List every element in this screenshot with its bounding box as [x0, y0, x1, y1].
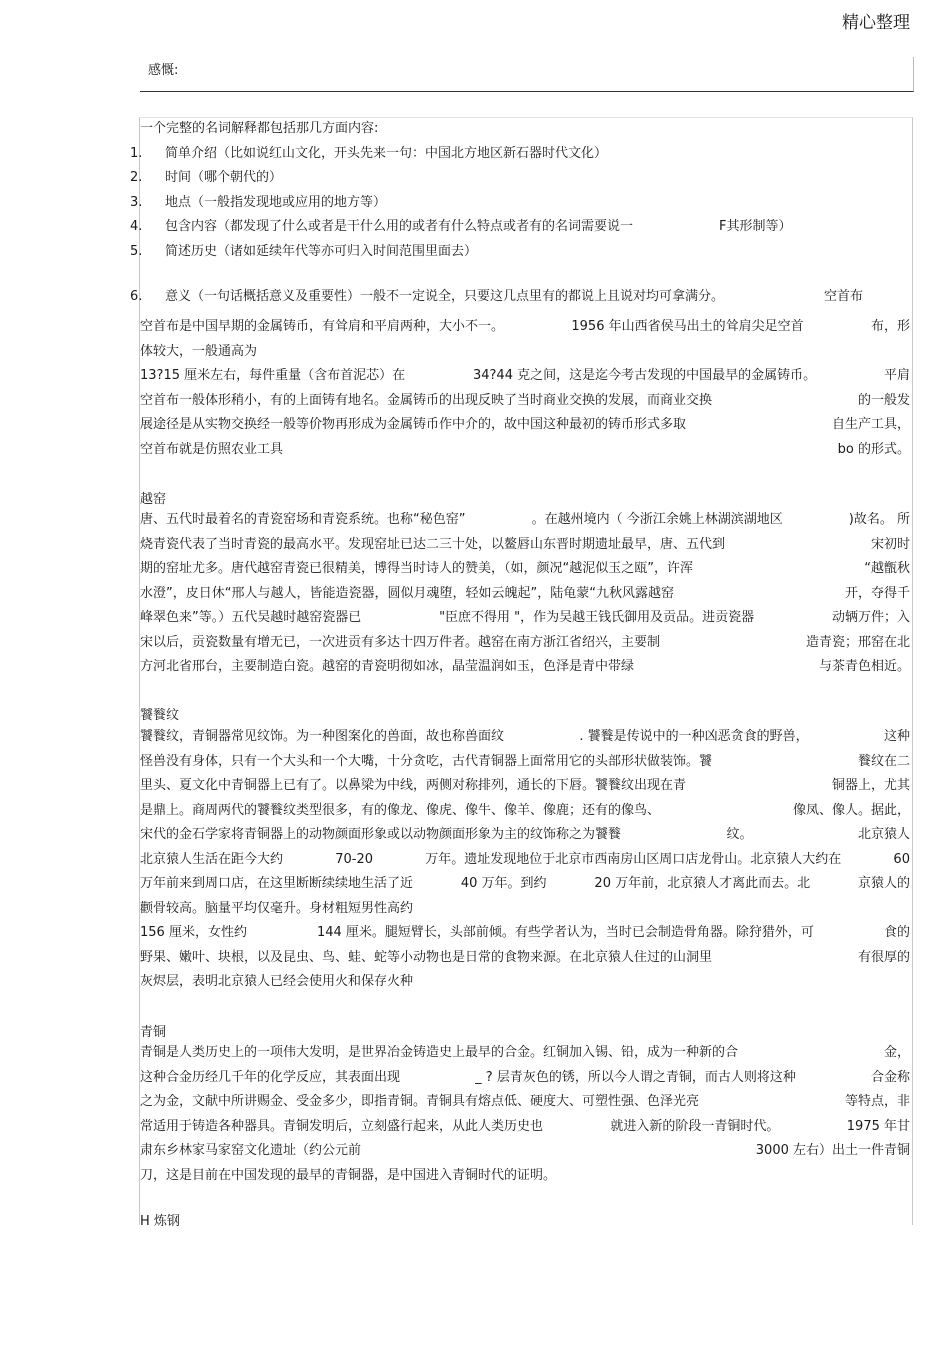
list-number: 2. — [130, 170, 143, 185]
text-line — [140, 946, 910, 971]
text-segment: _ ? 层青灰色的锈，所以今人谓之青铜，而古人则将这种 — [475, 1069, 796, 1085]
text-segment: 13?15 厘米左右，每件重量（含布首泥芯）在 — [140, 368, 406, 383]
text-line — [140, 970, 910, 995]
text-segment: 自生产工具， — [831, 417, 910, 432]
text-segment: 布，形 — [870, 319, 910, 334]
list-text: 简述历史（诸如延续年代等亦可归入时间范围里面去） — [165, 244, 478, 259]
text-line — [140, 1115, 910, 1140]
text-segment: 3000 左右）出土一件青铜 — [755, 1143, 910, 1158]
text-segment: 60 — [893, 851, 910, 867]
text-segment: 空首布是中国早期的金属铸币，有耸肩和平肩两种，大小不一。 — [140, 319, 505, 334]
text-segment: 1956 年山西省侯马出土的耸肩尖足空首 — [571, 319, 804, 334]
text-segment: 北京猿人 — [857, 827, 910, 842]
text-segment: 食的 — [883, 925, 910, 940]
text-segment: 34?44 克之间，这是迄今考古发现的中国最早的金属铸币。 — [472, 368, 817, 383]
list-text: 意义（一句话概括意义及重要性）一般不一定说全，只要这几点里有的都说上且说对均可拿满分。 — [165, 289, 725, 304]
text-segment: 70-20 — [335, 851, 373, 867]
text-segment: 期的窑址尤多。唐代越窑青瓷已很精美，博得当时诗人的赞美，（如，颜况“越泥似玉之瓯”，许浑 — [140, 561, 693, 576]
text-segment: 饕餮纹，青铜器常见纹饰。为一种图案化的兽面，故也称兽面纹 — [140, 729, 505, 744]
text-segment: 北京猿人生活在距今大约 — [140, 851, 284, 867]
text-line — [140, 557, 910, 582]
text-line — [140, 750, 910, 775]
text-segment: 之为金，文献中所讲赐金、受金多少，即指青铜。青铜具有熔点低、硬度大、可塑性强、色泽光亮 — [140, 1094, 700, 1109]
text-segment: 像凤、像人。据此， — [792, 802, 910, 818]
text-segment: 烧青瓷代表了当时青瓷的最高水平。发现窑址已达二三十处，以鳌唇山东晋时期遗址最早，唐、五代到 — [140, 536, 726, 552]
text-segment: “越甑秋 — [864, 561, 910, 576]
text-segment: 这种合金历经几千年的化学反应，其表面出现 — [140, 1069, 401, 1085]
text-segment: 水澄”，皮日休“邢人与越人，皆能造瓷器，圆似月魂堕，轻如云魄起”，陆龟蒙“九秋风露越窑 — [140, 585, 674, 601]
text-segment: 动辆万件；入 — [831, 610, 910, 625]
text-segment: 野果、嫩叶、块根，以及昆虫、鸟、蛙、蛇等小动物也是日常的食物来源。在北京猿人住过的山洞里 — [140, 949, 713, 965]
list-number: 5. — [130, 244, 143, 259]
text-line — [140, 848, 910, 873]
text-segment: 开，夺得千 — [844, 585, 910, 601]
list-item-2 — [130, 169, 282, 187]
text-segment: 体较大，一般通高为 — [140, 343, 258, 359]
text-segment: 万年。遗址发现地位于北京市西南房山区周口店龙骨山。北京猿人大约在 — [425, 851, 842, 867]
heading-qingtong: 青铜 — [140, 1025, 167, 1040]
text-segment: 刀，这是目前在中国发现的最早的青铜器，是中国进入青铜时代的证明。 — [140, 1167, 557, 1183]
text-segment: 。在越州境内（ 今浙江余姚上林湖滨湖地区 — [531, 512, 783, 527]
list-item-3 — [130, 194, 386, 212]
text-line — [140, 897, 910, 922]
text-segment: 这种 — [883, 729, 910, 744]
list-number: 3. — [130, 195, 143, 210]
text-segment: 1975 年甘 — [846, 1118, 910, 1134]
text-line — [140, 631, 910, 656]
paragraph-qingtong — [140, 1041, 910, 1188]
text-segment: 京猿人的 — [857, 876, 910, 891]
text-line — [140, 1139, 910, 1164]
list-number: 4. — [130, 219, 143, 234]
text-line — [140, 606, 910, 631]
text-segment: 展途径是从实物交换经一般等价物再形成为金属铸币作中介的，故中国这种最初的铸币形式多取 — [140, 417, 687, 432]
text-segment: 金， — [883, 1045, 910, 1060]
text-segment: 平肩 — [883, 368, 910, 383]
text-segment: 纹。 — [726, 827, 753, 842]
text-segment: 铜器上，尤其 — [831, 778, 910, 793]
text-segment: 青铜是人类历史上的一项伟大发明，是世界冶金铸造史上最早的合金。红铜加入锡、铅，成为一种新的合 — [140, 1045, 739, 1060]
intro-line: 一个完整的名词解释都包括那几方面内容: — [140, 121, 379, 136]
list-text: 简单介绍（比如说红山文化，开头先来一句：中国北方地区新石器时代文化） — [165, 146, 608, 161]
gankai-box — [140, 57, 914, 92]
text-line — [140, 1090, 910, 1115]
text-segment: 里头、夏文化中青铜器上已有了。以鼻梁为中线，两侧对称排列，通长的下唇。饕餮纹出现在青 — [140, 778, 687, 793]
list-item-1 — [130, 145, 607, 163]
text-line — [140, 315, 910, 340]
text-segment: )故名。 所 — [848, 512, 910, 527]
text-line — [140, 1041, 910, 1066]
text-segment: 20 万年前，北京猿人才离此而去。北 — [594, 876, 811, 891]
term-heading-kongshoubu: 空首布 — [824, 289, 864, 304]
list-number: 1. — [130, 146, 143, 161]
list-item-5 — [130, 243, 477, 261]
text-line — [140, 413, 910, 438]
text-segment: 肃东乡林家马家窑文化遗址（约公元前 — [140, 1143, 362, 1158]
list-text-tail: F其形制等） — [719, 219, 792, 234]
text-line — [140, 823, 910, 848]
text-line — [140, 508, 910, 533]
text-line — [140, 725, 910, 750]
gankai-label: 感慨: — [148, 63, 179, 78]
text-segment: 峰翠色来”等。）五代吴越时越窑瓷器已 — [140, 610, 362, 625]
list-number: 6. — [130, 289, 143, 304]
text-segment: 的一般发 — [857, 392, 910, 408]
text-line — [140, 438, 910, 463]
text-segment: 造青瓷；邢窑在北 — [805, 634, 910, 650]
text-segment: 万年前来到周口店，在这里断断续续地生活了近 — [140, 876, 414, 891]
text-line — [140, 1164, 910, 1189]
list-text: 时间（哪个朝代的） — [165, 170, 283, 185]
text-segment: 宋代的金石学家将青铜器上的动物颜面形象或以动物颜面形象为主的纹饰称之为饕餮 — [140, 827, 622, 842]
text-segment: 156 厘米，女性约 — [140, 925, 247, 940]
text-segment: 唐、五代时最着名的青瓷窑场和青瓷系统。也称“秘色窑” — [140, 512, 466, 527]
header-title: 精心整理 — [842, 13, 910, 33]
text-segment: 40 万年。到约 — [460, 876, 547, 891]
heading-taotie: 饕餮纹 — [140, 708, 180, 723]
text-segment: 空首布就是仿照农业工具 — [140, 441, 284, 457]
text-segment: 合金称 — [870, 1069, 910, 1085]
list-item-4 — [130, 218, 792, 236]
text-line — [140, 533, 910, 558]
text-line — [140, 389, 910, 414]
list-text: 地点（一般指发现地或应用的地方等） — [165, 195, 387, 210]
text-line — [140, 774, 910, 799]
text-segment: 与茶青色相近。 — [818, 659, 910, 674]
text-segment: 灰烬层，表明北京猿人已经会使用火和保存火种 — [140, 974, 414, 989]
heading-lianggang: H 炼钢 — [140, 1214, 180, 1229]
text-segment: 颧骨较高。脑量平均仅毫升。身材粗短男性高约 — [140, 900, 414, 916]
text-segment: 怪兽没有身体，只有一个大头和一个大嘴，十分贪吃，古代青铜器上面常用它的头部形状做装饰。饕 — [140, 753, 713, 769]
text-segment: 餮纹在二 — [857, 753, 910, 769]
text-segment: 常适用于铸造各种器具。青铜发明后，立刻盛行起来，从此人类历史也 — [140, 1118, 544, 1134]
text-segment: . 饕餮是传说中的一种凶恶贪食的野兽， — [579, 729, 809, 744]
text-line — [140, 364, 910, 389]
text-segment: "臣庶不得用 "，作为吴越王钱氏御用及贡品。进贡瓷器 — [439, 610, 755, 625]
text-segment: 144 厘米。腿短臂长，头部前倾。有些学者认为，当时已会制造骨角器。除狩猎外，可 — [316, 925, 814, 940]
paragraph-taotie — [140, 725, 910, 995]
text-line — [140, 921, 910, 946]
text-line — [140, 582, 910, 607]
text-segment: 就进入新的阶段一青铜时代。 — [610, 1118, 780, 1134]
text-line — [140, 872, 910, 897]
list-item-6 — [130, 288, 863, 306]
paragraph-kongshoubu — [140, 315, 910, 462]
text-segment: bo 的形式。 — [837, 441, 910, 457]
heading-yueyao: 越窑 — [140, 492, 167, 507]
paragraph-yueyao — [140, 508, 910, 680]
text-segment: 宋以后，贡瓷数量有增无已，一次进贡有多达十四万件者。越窑在南方浙江省绍兴，主要制 — [140, 634, 661, 650]
text-line — [140, 340, 910, 365]
text-segment: 宋初时 — [870, 536, 910, 552]
text-line — [140, 799, 910, 824]
text-line — [140, 1066, 910, 1091]
text-line — [140, 655, 910, 680]
text-segment: 方河北省邢台，主要制造白瓷。越窑的青瓷明彻如冰，晶莹温润如玉，色泽是青中带绿 — [140, 659, 635, 674]
text-segment: 是鼎上。商周两代的饕餮纹类型很多，有的像龙、像虎、像牛、像羊、像鹿；还有的像鸟、 — [140, 802, 661, 818]
text-segment: 等特点，非 — [844, 1094, 910, 1109]
list-text: 包含内容（都发现了什么或者是干什么用的或者有什么特点或者有的名词需要说一 — [165, 219, 634, 234]
text-segment: 空首布一般体形稍小，有的上面铸有地名。金属铸币的出现反映了当时商业交换的发展，而商业交换 — [140, 392, 713, 408]
text-segment: 有很厚的 — [857, 949, 910, 965]
